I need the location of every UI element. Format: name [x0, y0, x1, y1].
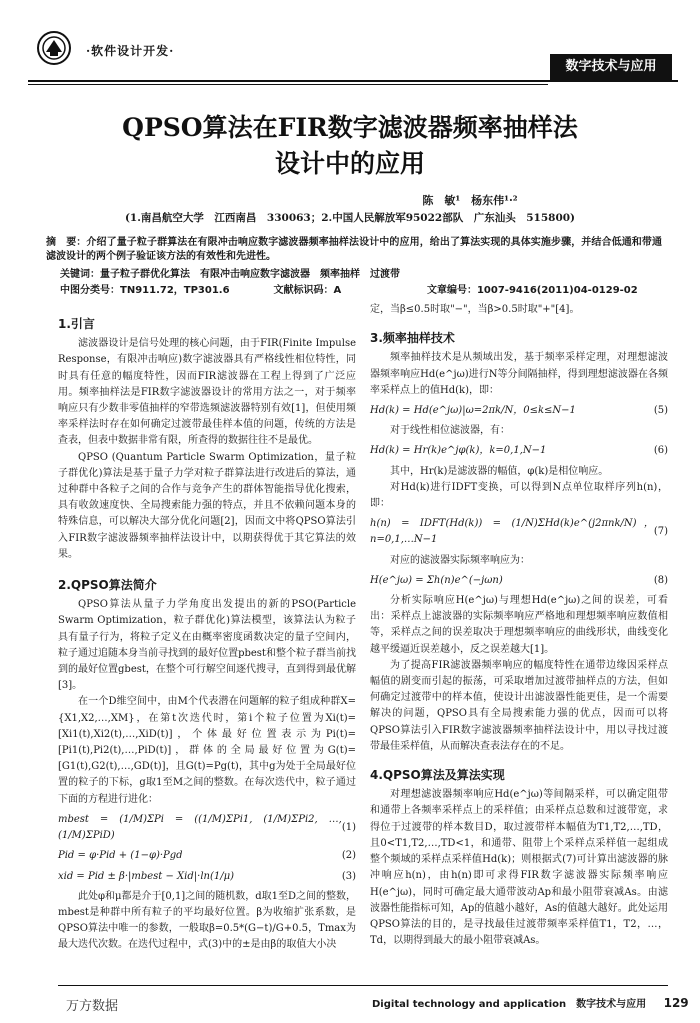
- equation-8: [370, 573, 668, 589]
- document-code: 文献标识码：A: [273, 285, 342, 296]
- right-column: [370, 302, 668, 949]
- equation-text: H(e^jω) = Σh(n)e^(−jωn): [370, 574, 503, 586]
- equation-text: xid = Pid ± β·|mbest − Xid|·ln(1/μ): [58, 870, 234, 882]
- section-label: ·软件设计开发·: [86, 44, 175, 58]
- equation-1: [58, 812, 356, 844]
- equation-5: [370, 403, 668, 419]
- equation-number: (6): [653, 445, 668, 457]
- paragraph: 对应的滤波器实际频率响应为：: [390, 554, 530, 566]
- equation-text: Hd(k) = Hd(e^jω)|ω=2πk/N，0≤k≤N−1: [370, 405, 576, 417]
- paragraph: 此处φ和μ都是介于[0,1]之间的随机数，d取1至D之间的整数，mbest是种群中所有粒子的平均最好位置。β为收缩扩张系数，是QPSO算法中唯一的参数，一般取β=0.5*(G−t)/G+0.5，Tmax为最大迭代次数。在迭代过程中，式(3)中的±是由β的取值大小决: [58, 890, 356, 951]
- paragraph: 滤波器设计是信号处理的核心问题，由于FIR(Finite Impulse Response，有限冲击响应)数字滤波器具有严格线性相位特性，同时具有任意的幅度特性，因而FIR滤波器在工程上得到了广泛应用。频率抽样法是FIR数字滤波器设计的常用方法之一，对于频率响应只有少数非零值抽样的窄带选频滤波器特别有效[1]，但使用频率采样法时存在如何确定过渡带最佳样本值的问题，传统的方法是查表，但表中数据非常有限，所查得的数据往往不是最优。: [58, 338, 356, 447]
- header-divider: [28, 80, 678, 82]
- footer-journal: Digital technology and application 数字技术与应用: [372, 999, 647, 1010]
- footer-divider: [58, 985, 668, 986]
- paper-title-line2: 设计中的应用: [274, 149, 425, 178]
- paragraph: 对于线性相位滤波器，有：: [390, 425, 510, 437]
- equation-text: Pid = φ·Pid + (1−φ)·Pgd: [58, 850, 183, 862]
- header-divider-thin: [28, 84, 548, 85]
- equation-6: [370, 443, 668, 459]
- affiliation: (1.南昌航空大学 江西南昌 330063；2.中国人民解放军95022部队 广东汕头 515800): [124, 212, 576, 224]
- equation-number: (2): [341, 850, 356, 862]
- equation-text: mbest = (1/M)ΣPi = ((1/M)ΣPi1, (1/M)ΣPi2, …, (1/M)ΣPiD): [58, 813, 342, 842]
- paragraph: 在一个D维空间中，由M个代表潜在问题解的粒子组成种群X={X1,X2,…,XM}，在第t次迭代时，第i个粒子位置为Xi(t)=[Xi1(t),Xi2(t),…,XiD(t)]，个体最好位置表示为Pi(t)=[Pi1(t),Pi2(t),…,PiD(t)]，群体的全局最好位置为G(t)=[G1(t),G2(t),…,GD(t)]，且G(t)=Pg(t)，其中g为处于全局最好位置的粒子的下标，g取1至M之间的整数。在每次迭代中，粒子通过下面的方程进行进化：: [58, 696, 356, 805]
- abstract: 摘 要：介绍了量子粒子群算法在有限冲击响应数字滤波器频率抽样法设计中的应用，给出了算法实现的具体实施步骤，并结合低通和带通滤波设计的两个例子验证该方法的有效性和先进性。: [46, 237, 662, 262]
- equation-number: (8): [653, 574, 668, 586]
- paragraph: 频率抽样技术是从频域出发，基于频率采样定理，对理想滤波器频率响应Hd(e^jω)进行N等分间隔抽样，得到理想滤波器在各频率采样点上的值Hd(k)，即：: [370, 352, 668, 396]
- paragraph: QPSO算法从量子力学角度出发提出的新的PSO(Particle Swarm Optimization，粒子群优化)算法模型，该算法认为粒子具有量子行为，将粒子定义在由概率密度函数决定的量子空间内，粒子通过追随本身当前寻找到的最好位置pbest和整个粒子群当前找到的最好位置gbest，在整个可行解空间逐代搜寻，直到得到最优解[3]。: [58, 599, 356, 692]
- section-1-heading: 1.引言: [58, 317, 95, 331]
- section-3-heading: 3.频率抽样技术: [370, 331, 455, 346]
- equation-number: (7): [653, 526, 668, 538]
- paragraph: 定，当β≤0.5时取"−"，当β>0.5时取"+"[4]。: [370, 304, 580, 315]
- paragraph: QPSO (Quantum Particle Swarm Optimization，量子粒子群优化)算法是基于量子力学对粒子群算法进行改进后的算法，通过种群中各粒子之间的合作与竞争产生的群体智能指导优化搜索，具有收敛速度快、全局搜索能力强的特点，并且不依赖问题本身的特殊信息，可以解决大部分优化问题[2]，因而文中将QPSO算法引入FIR数字滤波器频率抽样法设计中，以期获得优于其它算法的效果。: [58, 451, 356, 560]
- equation-7: [370, 516, 668, 548]
- watermark: 万方数据: [66, 999, 119, 1014]
- equation-text: Hd(k) = Hr(k)e^jφ(k)，k=0,1,N−1: [370, 445, 547, 457]
- authors: 陈 敏¹ 杨东伟¹·²: [422, 194, 518, 207]
- journal-logo-icon: [36, 30, 72, 66]
- clc-number: 中图分类号：TN911.72，TP301.6: [60, 285, 230, 296]
- page-header: [0, 0, 700, 85]
- page-footer: [372, 995, 689, 1010]
- classification-line: [60, 281, 660, 296]
- equation-number: (1): [341, 821, 356, 833]
- section-2-heading: 2.QPSO算法简介: [58, 578, 157, 593]
- paragraph: 其中，Hr(k)是滤波器的幅值，φ(k)是相位响应。: [390, 465, 609, 477]
- paragraph: 为了提高FIR滤波器频率响应的幅度特性在通带边缘因采样点幅值的剧变而引起的振荡，可采取增加过渡带抽样点的方法，但如何确定过渡带中的样本值，使设计出滤波器性能更佳，是一个需要解决的问题，QPSO具有全局搜索能力强的优点，因而可以将QPSO算法引入FIR数字滤波器频率抽样法设计中，用以寻找过渡带最佳采样值，从而解决查表法存在的不足。: [370, 659, 668, 752]
- journal-badge: 数字技术与应用: [550, 54, 672, 80]
- section-4-heading: 4.QPSO算法及算法实现: [370, 768, 505, 783]
- equation-text: h(n) = IDFT(Hd(k)) = (1/N)ΣHd(k)e^(j2πnk/N)，n=0,1,…N−1: [370, 518, 654, 546]
- equation-number: (3): [341, 870, 356, 882]
- paragraph: 对Hd(k)进行IDFT变换，可以得到N点单位取样序列h(n)，即：: [370, 481, 668, 510]
- article-number: 文章编号：1007-9416(2011)04-0129-02: [426, 285, 638, 296]
- left-column: [58, 308, 356, 954]
- paragraph: 对理想滤波器频率响应Hd(e^jω)等间隔采样，可以确定阻带和通带上各频率采样点上的采样值；由采样点总数和过渡带宽，求得位于过渡带的样本数目D，取过渡带样本幅值为T1,T2,…,TD，且0<T1,T2,…,TD<1，和通带、阻带上个采样点采样值一起组成整个频域的采样点采样值Hd(k)；则根据式(7)可计算出滤波器的脉冲响应h(n)，由h(n)即可求得FIR数字滤波器实际频率响应H(e^jω)，同时可确定最大通带波动Ap和最小阻带衰减As。由滤波器性能指标可知，Ap的值越小越好，As的值越大越好。此处运用QPSO算法的目的，是寻找最佳过渡带频率采样值T1，T2，…，Td，以期得到最大的最小阻带衰减As。: [370, 789, 668, 947]
- paper-title-line1: QPSO算法在FIR数字滤波器频率抽样法: [122, 113, 578, 142]
- page-number: 129: [663, 996, 689, 1010]
- equation-2: [58, 848, 356, 864]
- paragraph: 分析实际响应H(e^jω)与理想Hd(e^jω)之间的误差，可看出：采样点上滤波器的实际频率响应严格地和理想频率响应数值相等，采样点之间的误差取决于理想频率响应的曲线形状，曲线变化越平缓逼近误差越小，反之误差越大[1]。: [370, 595, 668, 655]
- equation-number: (5): [653, 405, 668, 417]
- keywords: 关键词：量子粒子群优化算法 有限冲击响应数字滤波器 频率抽样 过渡带: [60, 269, 400, 280]
- equation-3: [58, 869, 356, 885]
